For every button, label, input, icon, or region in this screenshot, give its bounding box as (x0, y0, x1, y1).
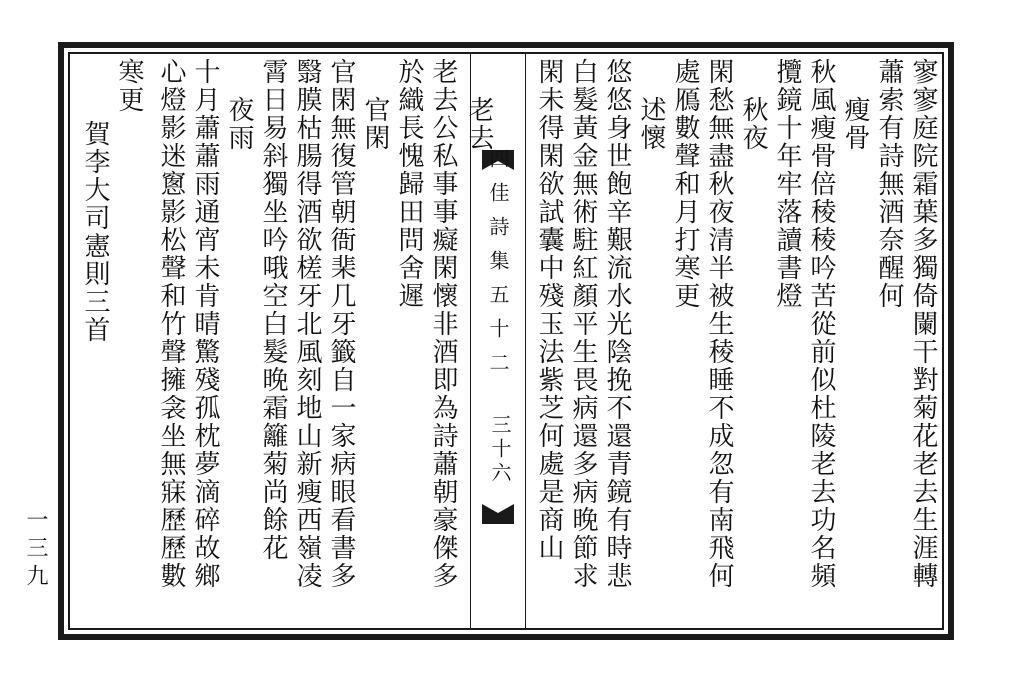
poem-title: 官閑 (360, 96, 390, 152)
text-column: 閑愁無盡秋夜清半被生稜睡不成忽有南飛何 (704, 58, 734, 590)
text-column: 寥寥庭院霜葉多獨倚闌干對菊花老去生涯轉 (908, 58, 938, 590)
poem-title: 夜雨 (224, 96, 254, 152)
poem-title: 瘦骨 (840, 96, 870, 152)
text-column: 老去公私事事癡閑懷非酒即為詩蕭朝豪傑多 (428, 58, 458, 590)
poem-title: 述懷 (636, 96, 666, 152)
text-column: 處鴈數聲和月打寒更 (670, 58, 700, 310)
text-column: 心燈影迷窻影松聲和竹聲擁衾坐無寐歷歷數 (156, 58, 186, 590)
poem-title: 賀李大司憲則三首 (80, 120, 110, 344)
text-column: 翳膜枯腸得酒欲槎牙北風刻地山新瘦西嶺凌 (292, 58, 322, 590)
gutter-book-title: 四佳詩集五十二 (486, 148, 510, 386)
poem-title: 老去 (464, 96, 494, 152)
text-column: 霄日易斜獨坐吟哦空白髮晚霜籬菊尚餘花 (258, 58, 288, 562)
text-column: 白髮黃金無術駐紅顏平生畏病還多病晚節求 (568, 58, 598, 590)
text-column: 十月蕭蕭雨通宵未肯晴驚殘孤枕夢滴碎故鄉 (190, 58, 220, 590)
text-column: 官閑無復管朝衙棐几牙籤自一家病眼看書多 (326, 58, 356, 590)
text-column: 寒更 (114, 58, 144, 114)
text-column: 秋風瘦骨倍稜稜吟苦從前似杜陵老去功名頻 (806, 58, 836, 590)
text-column: 閑未得閑欲試囊中殘玉法紫芝何處是商山 (534, 58, 564, 562)
page-number: 一三九 (23, 508, 48, 592)
text-column: 蕭索有詩無酒奈醒何 (874, 58, 904, 310)
poem-title: 秋夜 (738, 96, 768, 152)
gutter-leaf-number: 三十六 (488, 414, 512, 486)
text-column: 攬鏡十年牢落讀書燈 (772, 58, 802, 310)
text-column: 悠悠身世飽辛艱流水光陰挽不還青鏡有時悲 (602, 58, 632, 590)
text-column: 於織長愧歸田問舍遲 (394, 58, 424, 310)
